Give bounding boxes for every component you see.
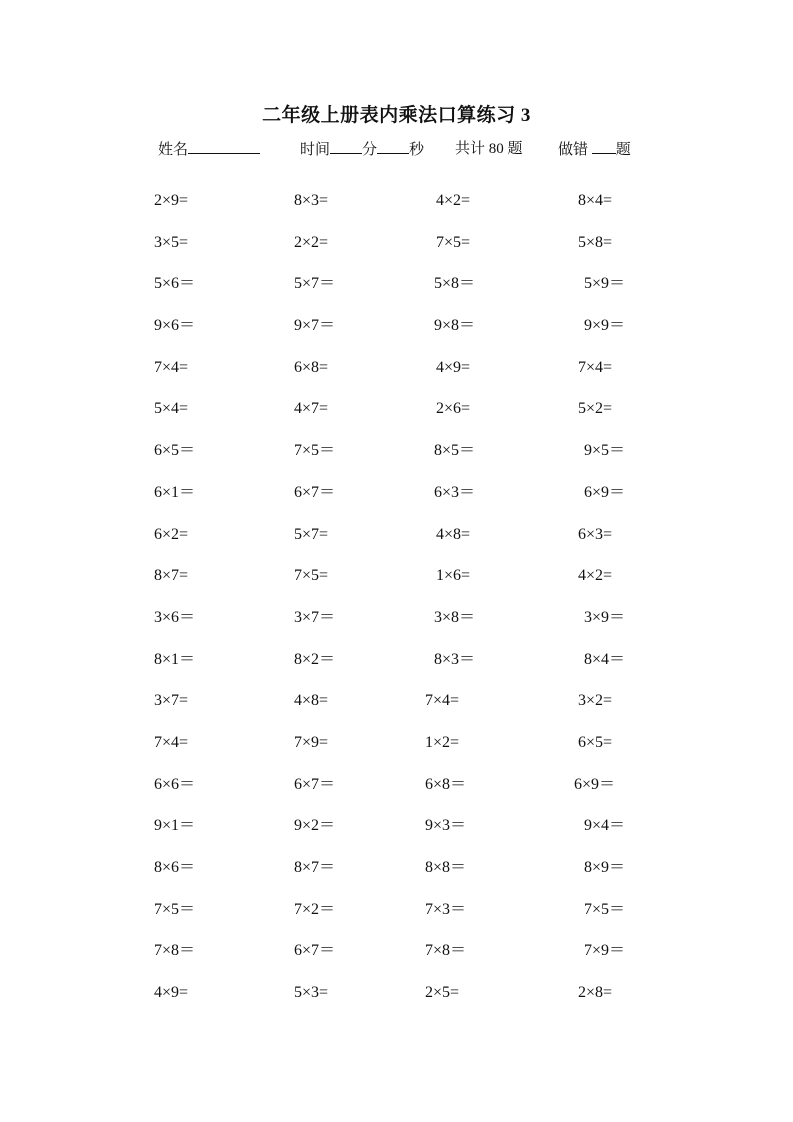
problem-item: 6×7＝: [294, 942, 336, 960]
minute-label: 分: [362, 142, 378, 158]
problem-item: 7×5＝: [584, 900, 626, 918]
seconds-blank[interactable]: [377, 139, 409, 154]
problem-item: 8×3=: [294, 192, 329, 209]
problem-item: 4×2=: [436, 192, 471, 209]
problem-item: 3×7=: [154, 692, 189, 710]
problem-item: 4×8=: [436, 525, 471, 543]
problem-item: 6×1＝: [154, 483, 196, 501]
problem-item: 9×1＝: [154, 817, 196, 835]
problem-item: 3×8＝: [434, 608, 476, 626]
problem-row: [0, 232, 793, 274]
problem-item: 8×4=: [578, 192, 613, 209]
problem-row: [0, 774, 793, 816]
problem-row: [0, 440, 793, 482]
problem-item: 5×3=: [294, 984, 329, 1002]
problem-item: 8×5＝: [434, 442, 476, 460]
total-count: 共计 80 题: [455, 141, 523, 157]
problem-item: 9×3＝: [425, 817, 467, 835]
problem-item: 7×5＝: [294, 442, 336, 460]
problem-item: 7×4=: [154, 733, 189, 751]
problem-item: 6×9＝: [584, 483, 626, 501]
problem-item: 3×7＝: [294, 608, 336, 626]
problem-item: 5×7＝: [294, 275, 336, 293]
problem-row: [0, 190, 793, 232]
problem-row: [0, 357, 793, 399]
second-label: 秒: [409, 142, 425, 158]
problem-item: 7×5=: [436, 233, 471, 251]
problem-row: [0, 649, 793, 691]
problem-item: 7×8＝: [425, 942, 467, 960]
problem-item: 5×7=: [294, 525, 329, 543]
problem-item: 8×3＝: [434, 650, 476, 668]
problem-item: 6×5=: [578, 733, 613, 751]
problem-item: 9×7＝: [294, 317, 336, 335]
problem-item: 5×8=: [578, 233, 613, 251]
problem-item: 7×2＝: [294, 900, 336, 918]
problem-item: 2×6=: [436, 400, 471, 418]
minutes-blank[interactable]: [330, 139, 362, 154]
name-blank[interactable]: [188, 139, 260, 154]
problem-item: 7×5=: [294, 567, 329, 585]
problem-item: 2×5=: [425, 984, 460, 1002]
problem-item: 3×5=: [154, 233, 189, 251]
problem-item: 8×8＝: [425, 859, 467, 876]
problem-item: 9×4＝: [584, 817, 626, 835]
problem-item: 8×2＝: [294, 650, 336, 668]
problem-item: 7×3＝: [425, 900, 467, 918]
problem-item: 8×6＝: [154, 859, 196, 876]
name-label: 姓名: [158, 142, 189, 158]
problem-item: 4×9=: [436, 358, 471, 376]
problem-item: 7×8＝: [154, 942, 196, 960]
problem-item: 2×9=: [154, 192, 189, 209]
problem-item: 4×7=: [294, 400, 329, 418]
problem-item: 5×6＝: [154, 275, 196, 293]
problem-item: 2×8=: [578, 984, 613, 1002]
problem-row: [0, 607, 793, 649]
problem-item: 6×8=: [294, 358, 329, 376]
problem-row: [0, 482, 793, 524]
problem-item: 6×9＝: [574, 775, 616, 793]
problem-item: 6×8＝: [425, 775, 467, 793]
problem-item: 3×2=: [578, 692, 613, 710]
problem-item: 7×9=: [294, 733, 329, 751]
problem-row: [0, 899, 793, 941]
problem-item: 1×2=: [425, 733, 460, 751]
problem-item: 6×7＝: [294, 483, 336, 501]
problem-item: 6×2=: [154, 525, 189, 543]
wrong-label: 做错: [558, 142, 589, 158]
problem-row: [0, 815, 793, 857]
problem-item: 6×3=: [578, 525, 613, 543]
problem-row: [0, 315, 793, 357]
wrong-blank[interactable]: [592, 139, 616, 154]
problem-row: [0, 524, 793, 566]
problem-row: [0, 982, 793, 1024]
problem-item: 5×8＝: [434, 275, 476, 293]
problem-item: 7×4=: [154, 358, 189, 376]
problem-item: 4×9=: [154, 984, 189, 1002]
problem-item: 5×4=: [154, 400, 189, 418]
problem-row: [0, 565, 793, 607]
problem-row: [0, 940, 793, 982]
problem-item: 9×9＝: [584, 317, 626, 335]
problem-item: 6×7＝: [294, 775, 336, 793]
problem-grid: [0, 190, 793, 1024]
problem-item: 2×2=: [294, 233, 329, 251]
problem-item: 5×9＝: [584, 275, 626, 293]
problem-row: [0, 273, 793, 315]
problem-item: 1×6=: [436, 567, 471, 585]
problem-item: 9×5＝: [584, 442, 626, 460]
problem-item: 8×9＝: [584, 859, 626, 876]
time-label: 时间: [300, 142, 331, 158]
problem-item: 8×1＝: [154, 650, 196, 668]
wrong-count-field: [558, 139, 631, 159]
question-label: 题: [615, 142, 631, 158]
problem-item: 9×6＝: [154, 317, 196, 335]
problem-item: 7×4=: [425, 692, 460, 710]
problem-item: 6×5＝: [154, 442, 196, 460]
problem-item: 4×8=: [294, 692, 329, 710]
problem-row: [0, 690, 793, 732]
name-field: [158, 139, 260, 159]
problem-item: 9×2＝: [294, 817, 336, 835]
problem-item: 3×9＝: [584, 608, 626, 626]
time-field: [300, 139, 424, 159]
problem-row: [0, 398, 793, 440]
problem-item: 6×3＝: [434, 483, 476, 501]
problem-item: 7×9＝: [584, 942, 626, 960]
problem-item: 3×6＝: [154, 608, 196, 626]
problem-row: [0, 857, 793, 899]
worksheet-title: 二年级上册表内乘法口算练习 3: [262, 105, 531, 126]
problem-item: 8×7＝: [294, 859, 336, 876]
problem-item: 8×7=: [154, 567, 189, 585]
problem-item: 4×2=: [578, 567, 613, 585]
problem-item: 6×6＝: [154, 775, 196, 793]
problem-item: 9×8＝: [434, 317, 476, 335]
problem-item: 7×4=: [578, 358, 613, 376]
problem-item: 5×2=: [578, 400, 613, 418]
problem-item: 7×5＝: [154, 900, 196, 918]
problem-row: [0, 732, 793, 774]
problem-item: 8×4＝: [584, 650, 626, 668]
